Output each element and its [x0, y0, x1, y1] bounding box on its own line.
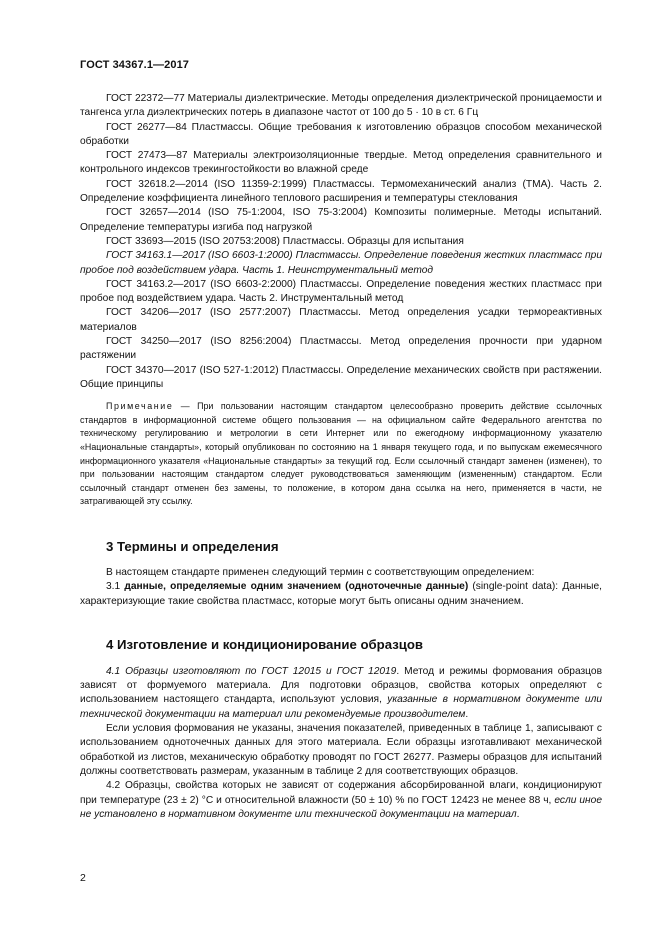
clause-4-2-text: 4.2 Образцы, свойства которых не зависят от содержания абсорбированной влаги, кондиционируют при температуре (23 ± 2) °С и относительной влажности (50 ± 10) % по ГОСТ 12423 не менее 88 ч, — [80, 780, 602, 806]
section-3-intro: В настоящем стандарте применен следующий термин с соответствующим определением: — [106, 566, 535, 578]
section-3-title: 3 Термины и определения — [106, 538, 279, 554]
normative-reference: ГОСТ 34370—2017 (ISO 527-1:2012) Пластмассы. Определение механических свойств при растяжении. Общие принципы — [80, 364, 602, 390]
normative-reference: ГОСТ 34163.1—2017 (ISO 6603-1:2000) Пластмассы. Определение поведения жестких пластмасс при пробое под воздействием удара. Часть 1. Неинструментальный метод — [80, 250, 602, 276]
clause-4-2-end: . — [516, 808, 520, 820]
term-definition-text: Данные, характеризующие такие свойства пластмасс, которые могут быть описаны одним значением. — [80, 581, 602, 607]
normative-reference: ГОСТ 22372—77 Материалы диэлектрические. Методы определения диэлектрической проницаемости и тангенса угла диэлектрических потерь в диапазоне частот от 100 до 5 · 10 в ст. 6 Гц — [80, 93, 602, 119]
normative-reference: ГОСТ 34250—2017 (ISO 8256:2004) Пластмассы. Метод определения прочности при ударном растяжении — [80, 336, 602, 362]
page-number: 2 — [80, 872, 86, 884]
clause-4-1-lead: 4.1 Образцы изготовляют по ГОСТ 12015 и ГОСТ 12019 — [106, 665, 397, 677]
term-english: (single-point data): — [472, 581, 559, 593]
normative-reference: ГОСТ 34206—2017 (ISO 2577:2007) Пластмассы. Метод определения усадки термореактивных материалов — [80, 307, 602, 333]
section-4-title: 4 Изготовление и кондиционирование образцов — [106, 636, 424, 652]
note-text: — При пользовании настоящим стандартом целесообразно проверить действие ссылочных стандартов в информационной системе общего пользования — на официальном сайте Федерального агентства по техническому регулированию и метрологии в сети Интернет или по ежегодному информационному указателю «Национальные стандарты», который опубликован по состоянию на 1 января текущего года, и по выпускам ежемесячного информационного указателя «Национальные стандарты» за текущий год. Если ссылочный стандарт заменен (изменен), то при пользовании настоящим стандартом следует руководствоваться заменяющим (измененным) стандартом. Если ссылочный стандарт отменен без замены, то положение, в котором дана ссылка на него, применяется в части, не затрагивающей эту ссылку. — [80, 401, 602, 507]
term-definition — [80, 580, 602, 609]
page-header-doc-id: ГОСТ 34367.1—2017 — [80, 59, 190, 71]
normative-reference: ГОСТ 27473—87 Материалы электроизоляционные твердые. Метод определения сравнительного и контрольного индексов трекингостойкости во влажной среде — [80, 150, 602, 176]
normative-reference: ГОСТ 32657—2014 (ISO 75-1:2004, ISO 75-3:2004) Композиты полимерные. Методы испытаний. Определение температуры изгиба под нагрузкой — [80, 207, 602, 233]
term-number: 3.1 — [106, 581, 121, 593]
normative-reference: ГОСТ 26277—84 Пластмассы. Общие требования к изготовлению образцов способом механической обработки — [80, 121, 602, 147]
page-content — [80, 92, 602, 822]
clause-4-1-italic: указанные в нормативном документе или технической документации на материал или рекомендуемые производителем — [80, 694, 602, 720]
note-label: Примечание — [106, 401, 174, 412]
normative-reference: ГОСТ 33693—2015 (ISO 20753:2008) Пластмассы. Образцы для испытания — [106, 235, 464, 247]
clause-4-1-end: . — [465, 708, 469, 720]
section-4-paragraph-2: Если условия формования не указаны, значения показателей, приведенных в таблице 1, записывают с использованием одноточечных данных для этого материала. Если образцы изготавливают механической обработкой из листов, механическую обработку проводят по ГОСТ 26277. Размеры образцов для испытаний должны соответствовать размерам, указанным в таблице 2 для соответствующих образцов. — [80, 723, 602, 777]
note-paragraph — [80, 400, 602, 509]
term-name: данные, определяемые одним значением (одноточечные данные) — [124, 581, 469, 593]
clause-4-2-italic: если иное не установлено в нормативном документе или технической документации на материал — [80, 794, 602, 820]
normative-reference: ГОСТ 34163.2—2017 (ISO 6603-2:2000) Пластмассы. Определение поведения жестких пластмасс при пробое под воздействием удара. Часть 2. Инструментальный метод — [80, 278, 602, 305]
section-4-paragraph-1 — [80, 665, 602, 722]
clause-4-1-text: . Метод и режимы формования образцов зависят от формуемого материала. Для подготовки образцов, свойства которых определяют с использованием настоящего стандарта, используют условия, — [80, 665, 602, 706]
section-4-paragraph-3 — [80, 779, 602, 822]
normative-reference: ГОСТ 32618.2—2014 (ISO 11359-2:1999) Пластмассы. Термомеханический анализ (ТМА). Часть 2. Определение коэффициента линейного теплового расширения и температуры стеклования — [80, 178, 602, 205]
